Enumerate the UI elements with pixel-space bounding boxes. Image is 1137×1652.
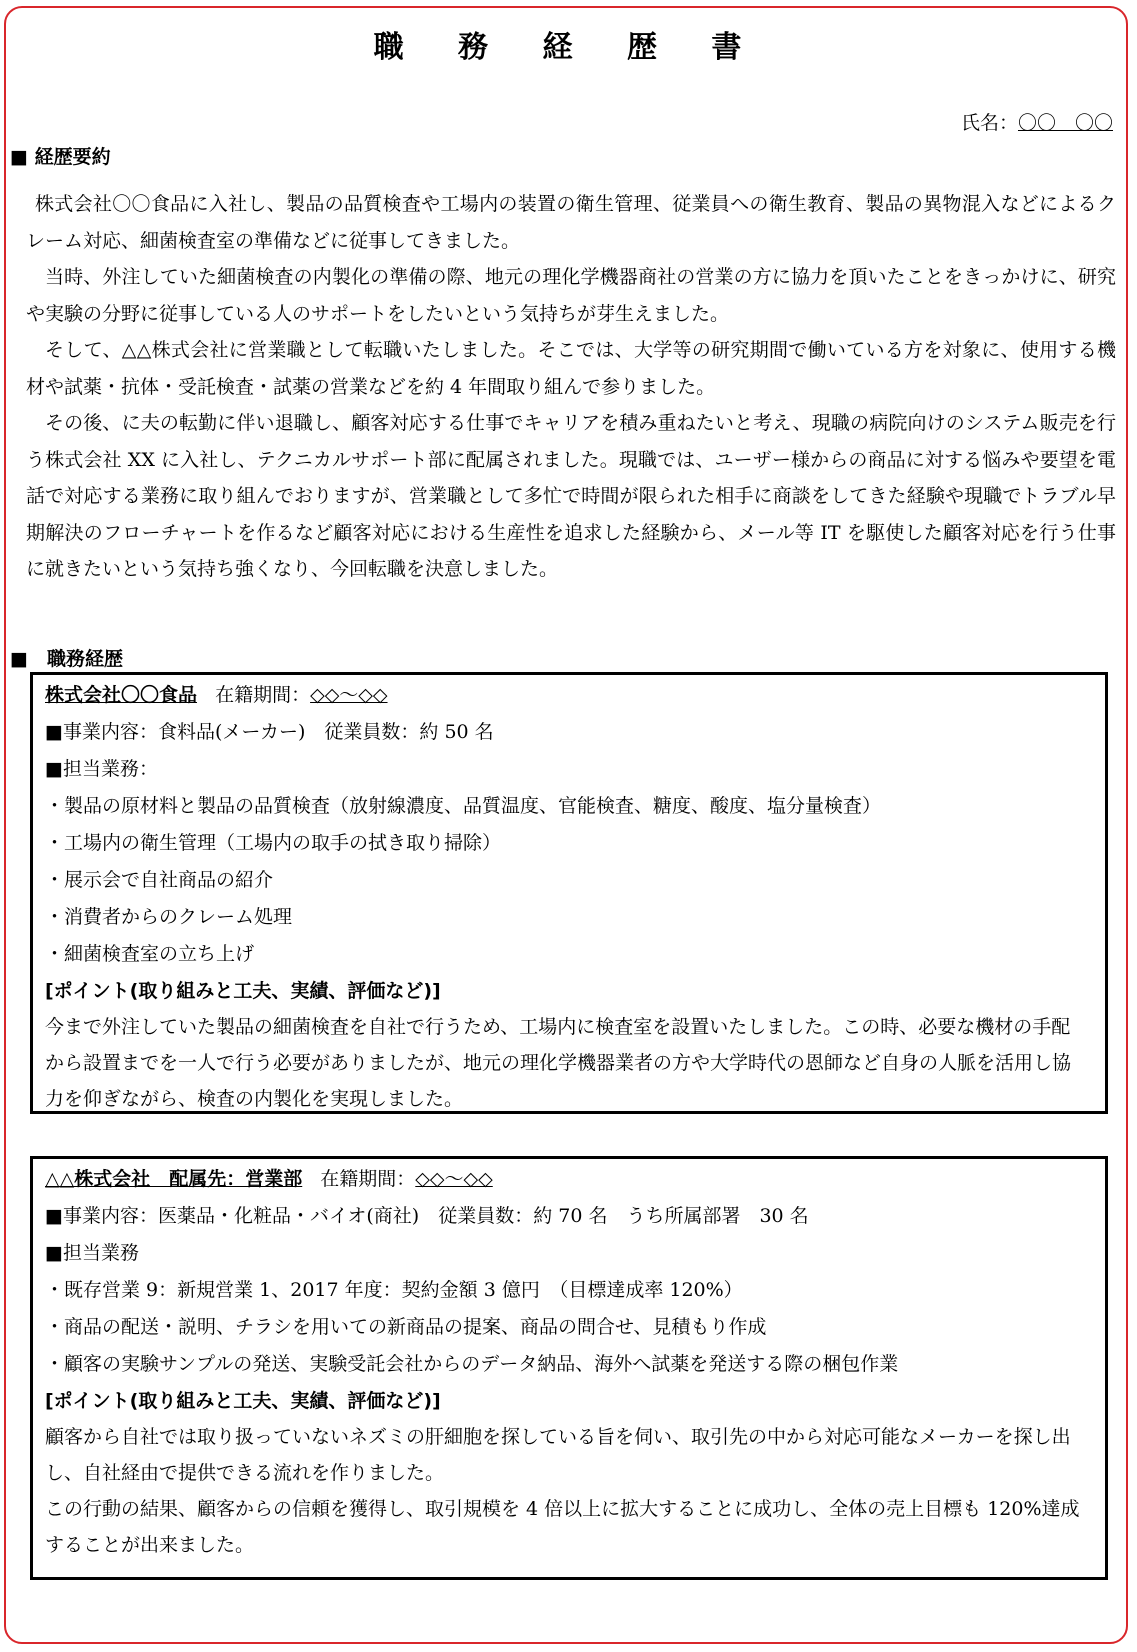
career-heading: ■ 職務経歴 <box>10 648 123 670</box>
business-info: ■事業内容：医薬品・化粧品・バイオ(商社) 従業員数：約 70 名 うち所属部署 30 名 <box>45 1205 809 1227</box>
point-description <box>45 1419 1105 1563</box>
company-name: △△株式会社 配属先：営業部 <box>45 1168 303 1190</box>
duties-label: ■担当業務： <box>45 758 158 780</box>
point-label: [ポイント(取り組みと工夫、実績、評価など)] <box>45 980 441 1002</box>
tenure-period <box>320 1168 492 1190</box>
business-info: ■事業内容：食料品(メーカー) 従業員数：約 50 名 <box>45 721 494 743</box>
summary-heading: ■ 経歴要約 <box>10 146 111 168</box>
duty-item: ・製品の原材料と製品の品質検査（放射線濃度、品質温度、官能検査、糖度、酸度、塩分量検査） <box>45 795 882 817</box>
duties-label: ■担当業務 <box>45 1242 139 1264</box>
duty-item: ・展示会で自社商品の紹介 <box>45 869 274 891</box>
document-title: 職 務 経 歴 書 <box>373 30 764 65</box>
point-label: [ポイント(取り組みと工夫、実績、評価など)] <box>45 1390 441 1412</box>
period-label: 在籍期間： <box>215 684 311 706</box>
period-value: ◇◇～◇◇ <box>415 1168 493 1190</box>
summary-paragraph: 当時、外注していた細菌検査の内製化の準備の際、地元の理化学機器商社の営業の方に協力を頂いたことをきっかけに、研究や実験の分野に従事している人のサポートをしたいという気持ちが芽生えました。 <box>26 266 1116 325</box>
company-block-1 <box>30 672 1108 1114</box>
name-label: 氏名： <box>960 112 1018 134</box>
duty-item: ・工場内の衛生管理（工場内の取手の拭き取り掃除） <box>45 832 502 854</box>
company-header <box>45 1161 1105 1198</box>
point-paragraph: 今まで外注していた製品の細菌検査を自社で行うため、工場内に検査室を設置いたしました。この時、必要な機材の手配から設置までを一人で行う必要がありましたが、地元の理化学機器業者の方や大学時代の恩師など自身の人脈を活用し協力を仰ぎながら、検査の内製化を実現しました。 <box>45 1016 1072 1110</box>
tenure-period <box>215 684 387 706</box>
duty-item: ・細菌検査室の立ち上げ <box>45 943 255 965</box>
duty-item: ・商品の配送・説明、チラシを用いての新商品の提案、商品の問合せ、見積もり作成 <box>45 1316 767 1338</box>
summary-body <box>26 186 1116 588</box>
company-header <box>45 677 1105 714</box>
summary-paragraph: その後、に夫の転勤に伴い退職し、顧客対応する仕事でキャリアを積み重ねたいと考え、現職の病院向けのシステム販売を行う株式会社 XX に入社し、テクニカルサポート部に配属されました。現職では、ユーザー様からの商品に対する悩みや要望を電話で対応する業務に取り組んでおりますが、営業職として多忙で時間が限られた相手に商談をしてきた経験や現職でトラブル早期解決のフローチャートを作るなど顧客対応における生産性を追求した経験から、メール等 IT を駆使した顧客対応を行う仕事に就きたいという気持ち強くなり、今回転職を決意しました。 <box>26 412 1116 580</box>
company-name: 株式会社〇〇食品 <box>45 684 198 706</box>
summary-paragraph: 株式会社〇〇食品に入社し、製品の品質検査や工場内の装置の衛生管理、従業員への衛生教育、製品の異物混入などによるクレーム対応、細菌検査室の準備などに従事してきました。 <box>26 193 1116 252</box>
company-block-2 <box>30 1156 1108 1580</box>
duty-item: ・顧客の実験サンプルの発送、実験受託会社からのデータ納品、海外へ試薬を発送する際の梱包作業 <box>45 1353 899 1375</box>
period-value: ◇◇～◇◇ <box>310 684 388 706</box>
duty-item: ・消費者からのクレーム処理 <box>45 906 293 928</box>
summary-paragraph: そして、△△株式会社に営業職として転職いたしました。そこでは、大学等の研究期間で働いている方を対象に、使用する機材や試薬・抗体・受託検査・試薬の営業などを約 4 年間取り組んで参りました。 <box>26 339 1116 398</box>
point-description <box>45 1009 1105 1117</box>
point-paragraph: この行動の結果、顧客からの信頼を獲得し、取引規模を 4 倍以上に拡大することに成功し、全体の売上目標も 120%達成することが出来ました。 <box>45 1498 1080 1556</box>
name-value: 〇〇 〇〇 <box>1017 112 1113 134</box>
period-label: 在籍期間： <box>320 1168 416 1190</box>
name-row <box>961 108 1113 135</box>
point-paragraph: 顧客から自社では取り扱っていないネズミの肝細胞を探している旨を伺い、取引先の中から対応可能なメーカーを探し出し、自社経由で提供できる流れを作りました。 <box>45 1426 1071 1484</box>
duty-item: ・既存営業 9：新規営業 1、2017 年度：契約金額 3 億円 （目標達成率 120%） <box>45 1279 743 1301</box>
